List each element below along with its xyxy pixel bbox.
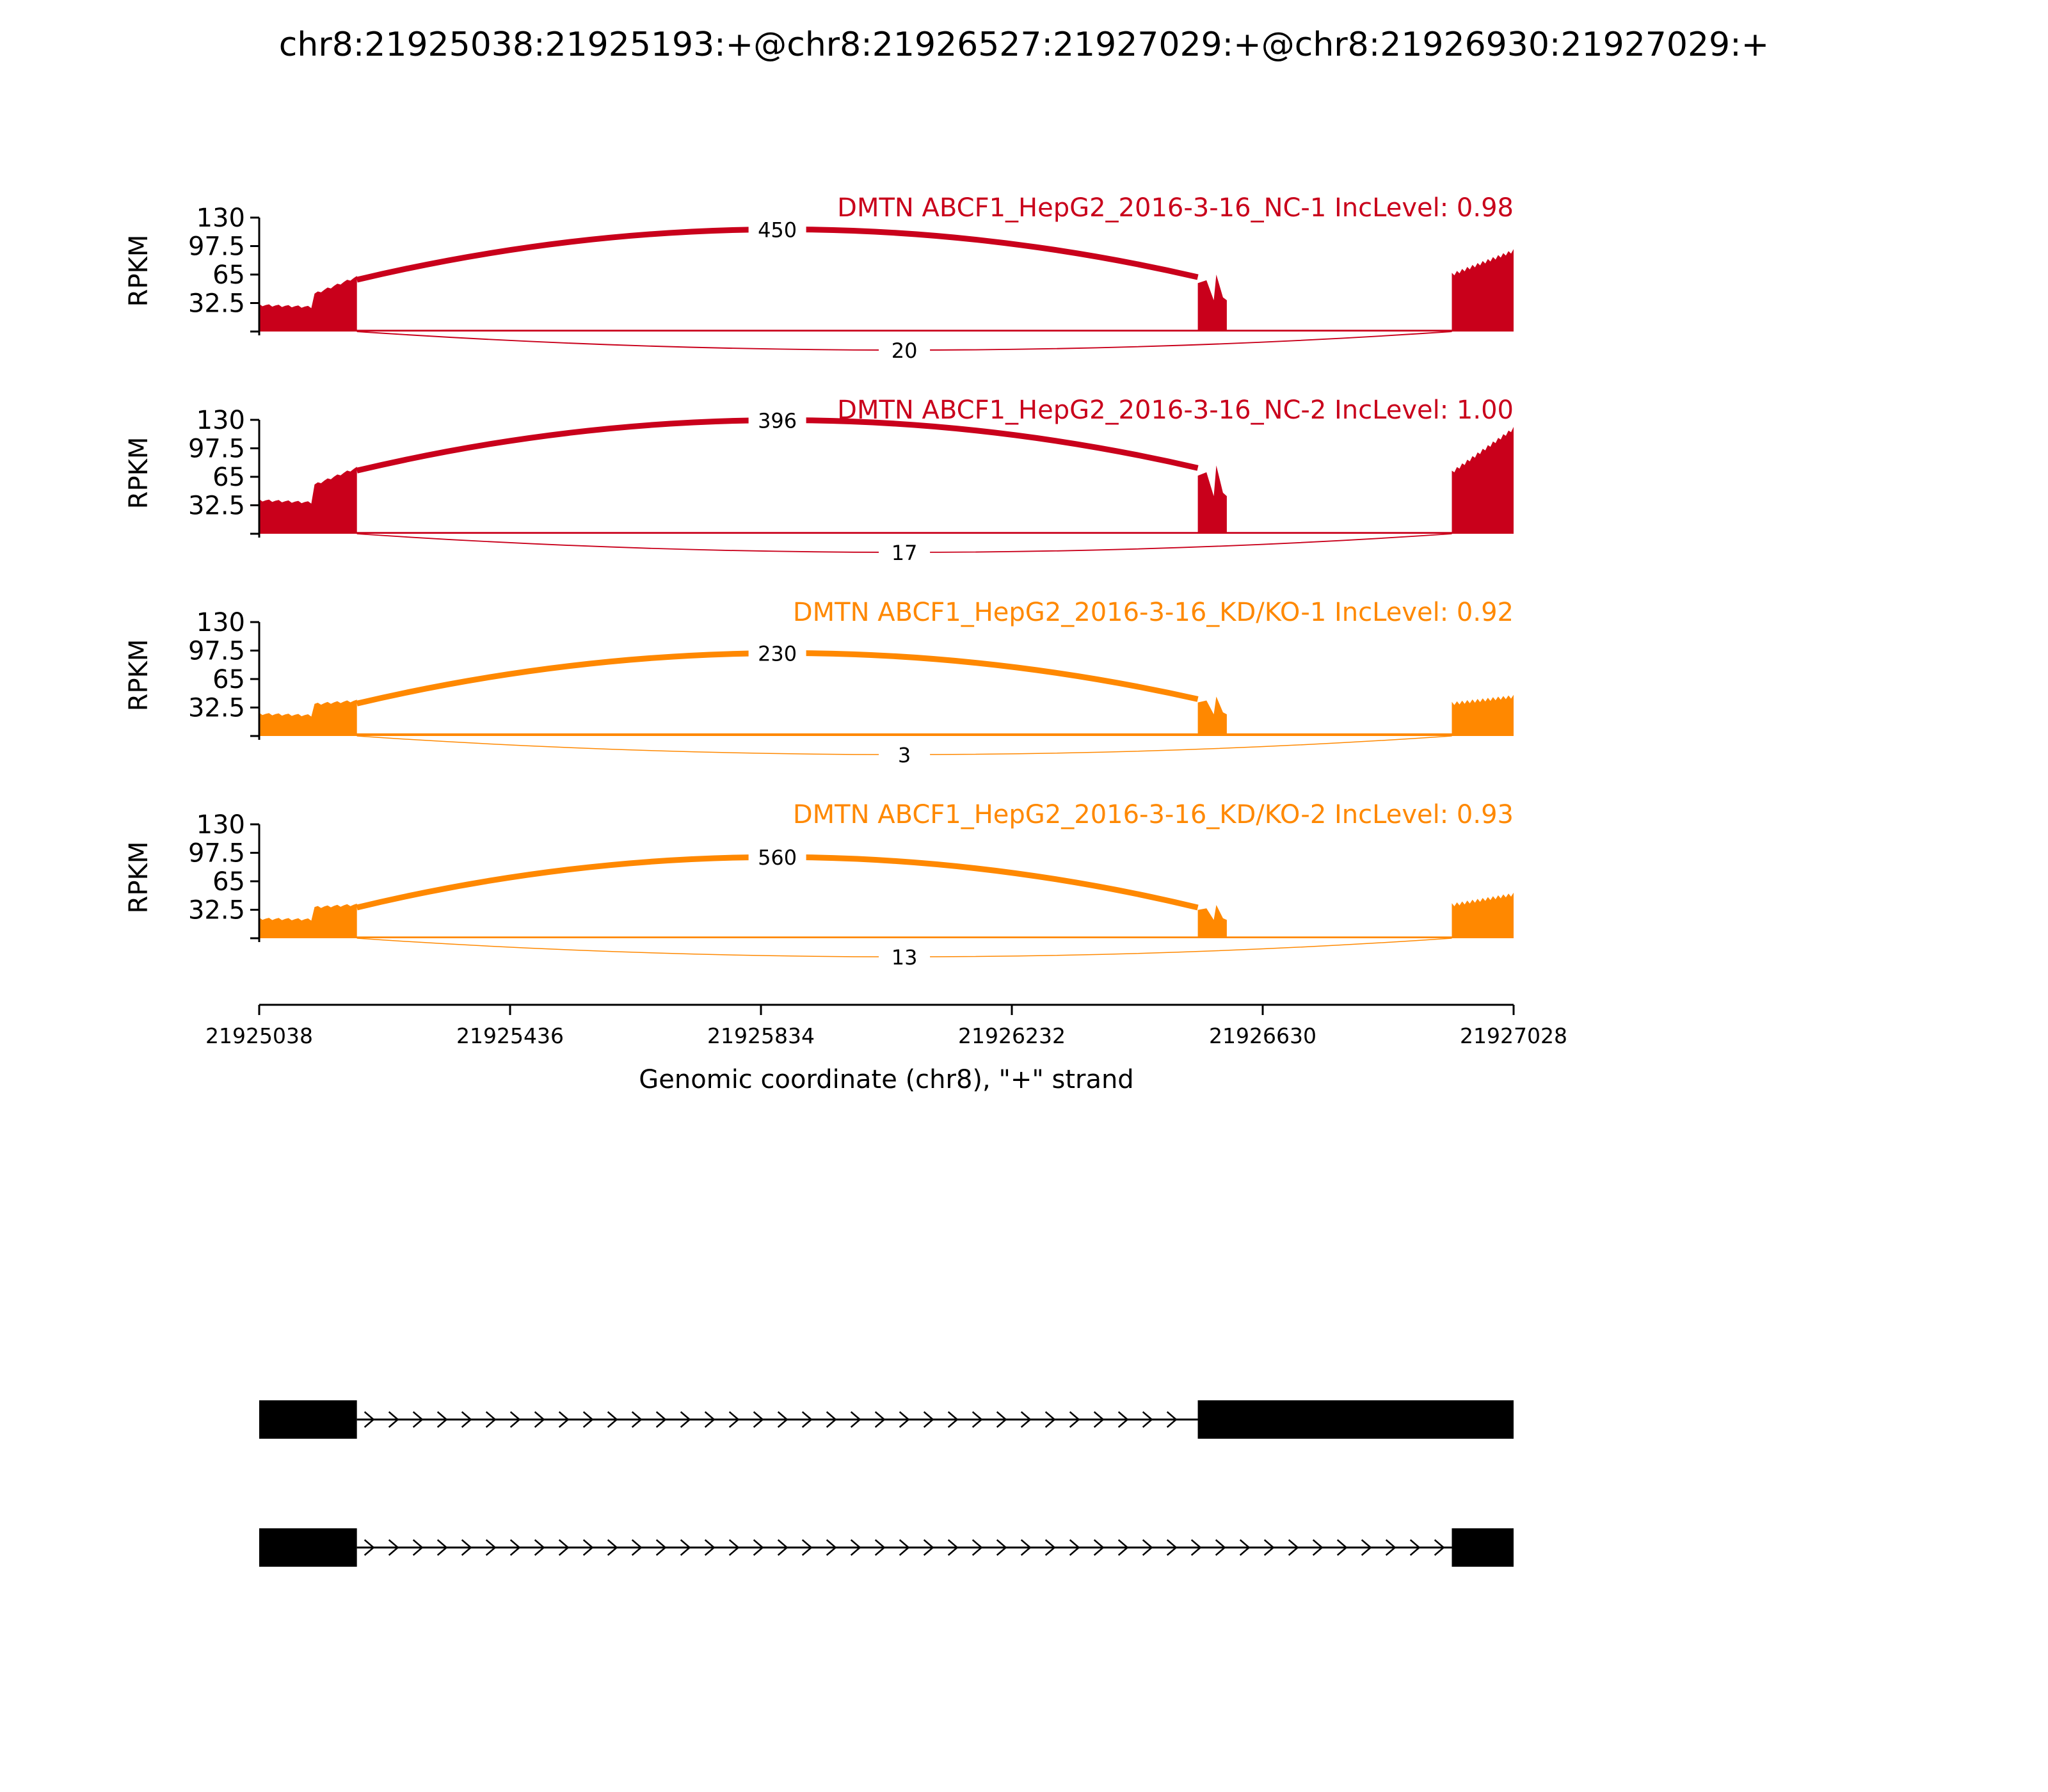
track-label: DMTN ABCF1_HepG2_2016-3-16_KD/KO-2 IncLevel: 0.93: [792, 800, 1514, 829]
x-tick-label: 21925834: [707, 1023, 815, 1048]
y-axis-label: RPKM: [124, 234, 154, 307]
coverage-area: [259, 427, 1514, 534]
y-axis-label: RPKM: [124, 436, 154, 509]
y-tick-label: 130: [196, 204, 245, 233]
junction-count: 20: [891, 339, 918, 363]
transcript-2: [259, 1528, 1514, 1567]
y-axis-label: RPKM: [124, 841, 154, 914]
junction-count: 450: [758, 218, 797, 243]
y-tick-label: 97.5: [188, 636, 245, 666]
track-label: DMTN ABCF1_HepG2_2016-3-16_NC-2 IncLevel: 1.00: [837, 396, 1514, 425]
exon-block: [259, 1400, 357, 1439]
track-3: [124, 598, 1514, 767]
y-tick-label: 97.5: [188, 434, 245, 464]
y-tick-label: 32.5: [188, 289, 245, 319]
junction-count: 17: [891, 541, 918, 565]
transcript-1: [259, 1400, 1514, 1439]
x-axis-label: Genomic coordinate (chr8), "+" strand: [639, 1065, 1134, 1094]
track-label: DMTN ABCF1_HepG2_2016-3-16_NC-1 IncLevel: 0.98: [837, 193, 1514, 223]
coverage-tracks: [124, 193, 1514, 970]
x-tick-label: 21925038: [205, 1023, 313, 1048]
junction-count: 13: [891, 945, 918, 970]
y-tick-label: 32.5: [188, 693, 245, 723]
y-tick-label: 130: [196, 810, 245, 840]
page-title: chr8:21925038:21925193:+@chr8:21926527:21927029:+@chr8:21926930:21927029:+: [278, 26, 1770, 64]
y-tick-label: 65: [212, 260, 245, 290]
y-tick-label: 65: [212, 867, 245, 897]
y-tick-label: 130: [196, 406, 245, 435]
y-tick-label: 32.5: [188, 895, 245, 925]
y-tick-label: 97.5: [188, 838, 245, 868]
x-tick-label: 21926232: [958, 1023, 1066, 1048]
coverage-area: [259, 695, 1514, 736]
coverage-area: [259, 893, 1514, 938]
y-tick-label: 97.5: [188, 232, 245, 262]
y-tick-label: 32.5: [188, 491, 245, 521]
exon-block: [259, 1528, 357, 1567]
track-4: [124, 800, 1514, 970]
transcript-models: [259, 1400, 1514, 1567]
exon-block: [1198, 1400, 1514, 1439]
y-tick-label: 130: [196, 608, 245, 637]
y-tick-label: 65: [212, 463, 245, 492]
exon-block: [1452, 1528, 1514, 1567]
y-axis-label: RPKM: [124, 639, 154, 712]
x-tick-label: 21926630: [1209, 1023, 1316, 1048]
track-label: DMTN ABCF1_HepG2_2016-3-16_KD/KO-1 IncLevel: 0.92: [792, 598, 1514, 627]
x-tick-label: 21925436: [456, 1023, 564, 1048]
junction-count: 230: [758, 641, 797, 666]
junction-count: 3: [897, 743, 911, 767]
x-axis: [205, 1005, 1567, 1094]
junction-count: 560: [758, 845, 797, 870]
track-1: [124, 193, 1514, 363]
x-tick-label: 21927028: [1460, 1023, 1567, 1048]
junction-count: 396: [758, 408, 797, 433]
y-tick-label: 65: [212, 665, 245, 694]
track-2: [124, 396, 1514, 565]
